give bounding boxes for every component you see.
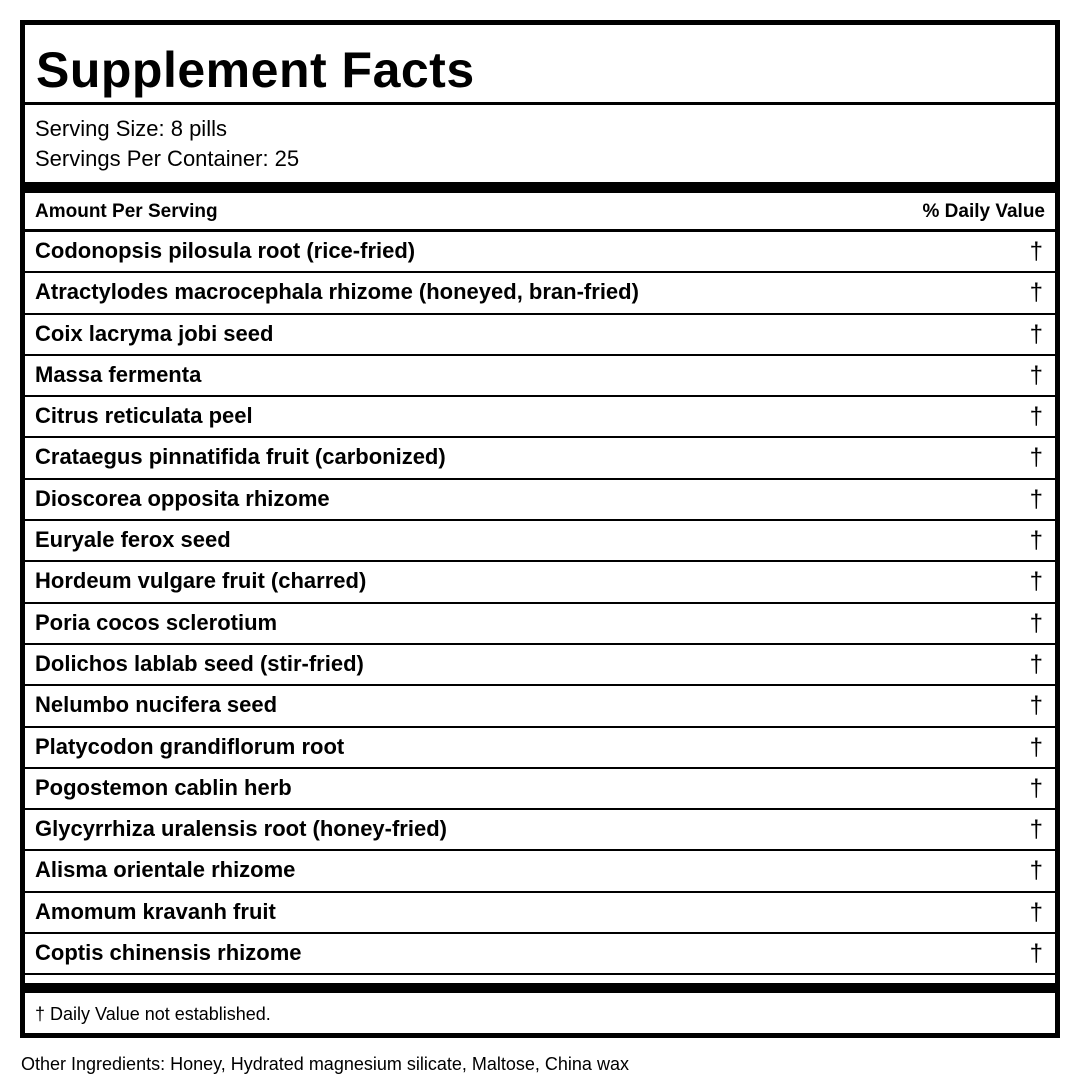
- ingredient-row: [25, 893, 1055, 934]
- ingredient-list: [25, 232, 1055, 975]
- ingredient-name: Nelumbo nucifera seed: [35, 692, 278, 718]
- daily-value-footnote: † Daily Value not established.: [35, 1004, 271, 1024]
- ingredient-name: Dolichos lablab seed (stir-fried): [35, 650, 364, 676]
- title-area: [25, 25, 1055, 105]
- ingredient-daily-value: †: [1029, 898, 1043, 926]
- ingredient-row: [25, 934, 1055, 975]
- ingredient-row: [25, 728, 1055, 769]
- ingredient-row: [25, 273, 1055, 314]
- ingredient-name: Hordeum vulgare fruit (charred): [35, 568, 367, 594]
- thick-divider: [25, 983, 1055, 993]
- ingredient-name: Dioscorea opposita rhizome: [35, 485, 330, 511]
- ingredient-row: [25, 232, 1055, 273]
- ingredient-name: Atractylodes macrocephala rhizome (honeyed, bran-fried): [35, 279, 639, 305]
- ingredient-daily-value: †: [1029, 733, 1043, 761]
- ingredient-row: [25, 769, 1055, 810]
- daily-value-header: % Daily Value: [922, 201, 1045, 222]
- ingredient-name: Poria cocos sclerotium: [35, 609, 278, 635]
- ingredient-daily-value: †: [1029, 320, 1043, 348]
- ingredient-row: [25, 315, 1055, 356]
- ingredient-row: [25, 521, 1055, 562]
- ingredient-daily-value: †: [1029, 568, 1043, 596]
- ingredient-daily-value: †: [1029, 403, 1043, 431]
- ingredient-name: Pogostemon cablin herb: [35, 774, 292, 800]
- ingredient-daily-value: †: [1029, 444, 1043, 472]
- ingredient-daily-value: †: [1029, 692, 1043, 720]
- ingredient-daily-value: †: [1029, 940, 1043, 968]
- ingredient-row: [25, 645, 1055, 686]
- ingredient-name: Glycyrrhiza uralensis root (honey-fried): [35, 816, 447, 842]
- ingredient-row: [25, 562, 1055, 603]
- amount-per-serving-header: Amount Per Serving: [35, 201, 218, 222]
- supplement-facts-label: [20, 20, 1060, 1038]
- column-header: [25, 193, 1055, 232]
- ingredient-daily-value: †: [1029, 527, 1043, 555]
- ingredient-row: [25, 851, 1055, 892]
- ingredient-name: Coix lacryma jobi seed: [35, 320, 274, 346]
- ingredient-name: Citrus reticulata peel: [35, 403, 253, 429]
- ingredient-daily-value: †: [1029, 816, 1043, 844]
- serving-size: Serving Size: 8 pills: [35, 116, 227, 141]
- ingredient-daily-value: †: [1029, 650, 1043, 678]
- ingredient-daily-value: †: [1029, 485, 1043, 513]
- ingredient-name: Massa fermenta: [35, 361, 202, 387]
- ingredient-name: Crataegus pinnatifida fruit (carbonized): [35, 444, 446, 470]
- label-title: Supplement Facts: [36, 42, 475, 98]
- ingredient-name: Alisma orientale rhizome: [35, 857, 296, 883]
- ingredient-row: [25, 438, 1055, 479]
- ingredient-daily-value: †: [1029, 857, 1043, 885]
- ingredient-daily-value: †: [1029, 609, 1043, 637]
- ingredient-row: [25, 397, 1055, 438]
- ingredient-name: Platycodon grandiflorum root: [35, 733, 345, 759]
- ingredient-name: Euryale ferox seed: [35, 527, 231, 553]
- ingredient-name: Amomum kravanh fruit: [35, 898, 276, 924]
- other-ingredients: Other Ingredients: Honey, Hydrated magnesium silicate, Maltose, China wax: [21, 1054, 629, 1074]
- ingredient-daily-value: †: [1029, 361, 1043, 389]
- ingredient-row: [25, 810, 1055, 851]
- ingredient-row: [25, 480, 1055, 521]
- servings-per-container: Servings Per Container: 25: [35, 146, 300, 171]
- ingredient-daily-value: †: [1029, 774, 1043, 802]
- ingredient-name: Coptis chinensis rhizome: [35, 940, 302, 966]
- serving-info: [25, 105, 1055, 193]
- ingredient-daily-value: †: [1029, 279, 1043, 307]
- ingredient-row: [25, 686, 1055, 727]
- ingredient-name: Codonopsis pilosula root (rice-fried): [35, 238, 416, 263]
- ingredient-daily-value: †: [1029, 238, 1043, 265]
- ingredient-row: [25, 356, 1055, 397]
- ingredient-row: [25, 604, 1055, 645]
